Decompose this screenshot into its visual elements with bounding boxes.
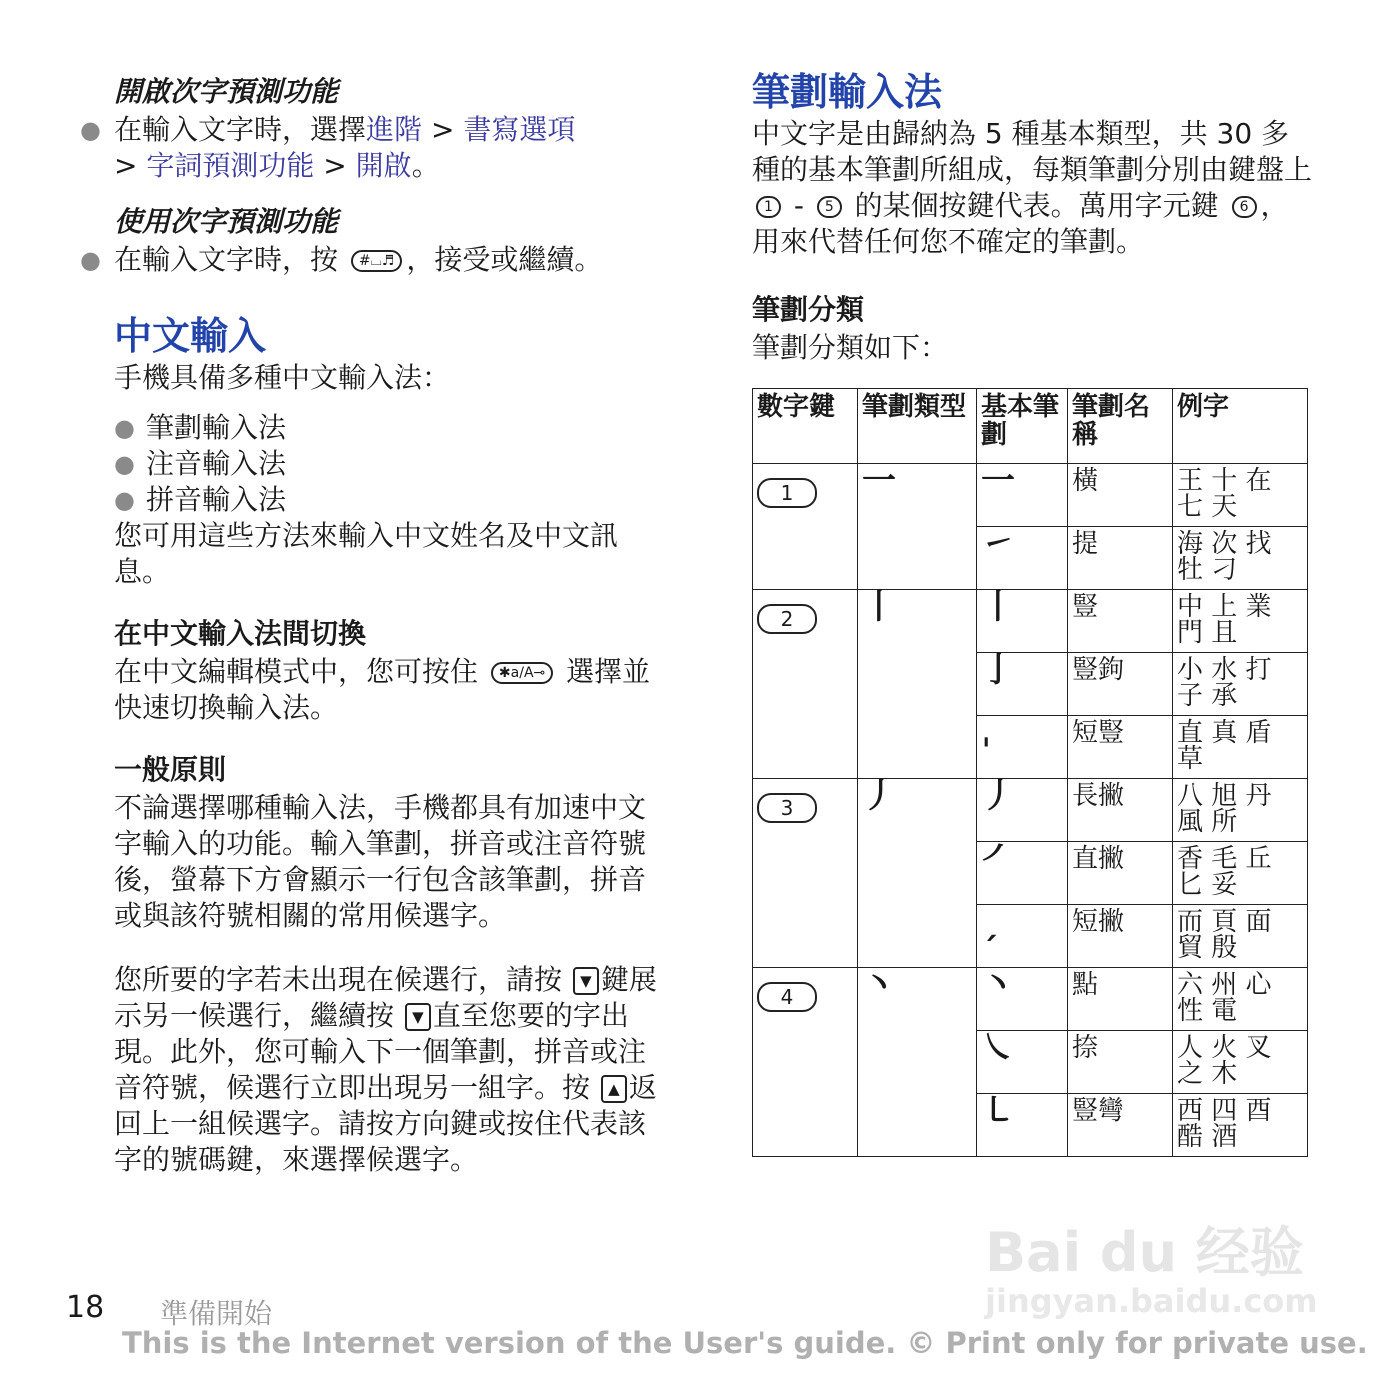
- basic-stroke-cell: ˌ: [977, 716, 1068, 779]
- section-title: 準備開始: [160, 1297, 273, 1330]
- text: 在中文編輯模式中，您可按住: [114, 655, 479, 688]
- stroke-name-cell: 捺: [1068, 1031, 1173, 1094]
- header-stroke-name: 筆劃名稱: [1068, 389, 1173, 464]
- list-item: [114, 446, 670, 482]
- enable-prediction-heading: 開啟次字預測功能: [114, 75, 339, 108]
- page-number: 18: [66, 1290, 105, 1325]
- candidates-text: [114, 962, 670, 1178]
- star-key-icon: ✱a/A⊸: [491, 662, 553, 684]
- step-text: 在輸入文字時，選擇: [114, 113, 367, 146]
- text: 您所要的字若未出現在候選行，請按: [114, 963, 563, 996]
- dash: -: [793, 189, 804, 222]
- number-key-cell: [753, 779, 858, 968]
- stroke-class-heading: 筆劃分類: [752, 293, 865, 326]
- stroke-name-cell: 點: [1068, 968, 1173, 1031]
- basic-stroke-cell: 丶: [977, 968, 1068, 1031]
- down-key-icon: ▼: [405, 1003, 431, 1031]
- basic-stroke-cell: 丿: [977, 779, 1068, 842]
- examples-cell: 海 次 找 牡 刁: [1173, 527, 1308, 590]
- examples-cell: 人 火 叉 之 木: [1173, 1031, 1308, 1094]
- stroke-type-cell: 丿: [858, 779, 977, 968]
- stroke-name-cell: 豎: [1068, 590, 1173, 653]
- watermark-logo: Bai du 经验: [985, 1221, 1304, 1284]
- examples-cell: 而 頁 面 貿 殷: [1173, 905, 1308, 968]
- method-label: 筆劃輸入法: [146, 411, 287, 444]
- general-rules-heading: 一般原則: [114, 753, 227, 786]
- examples-cell: 西 四 酉 酷 酒: [1173, 1094, 1308, 1157]
- number-key-cell: [753, 968, 858, 1157]
- key-6-icon: 6: [1232, 196, 1257, 218]
- separator: >: [430, 113, 455, 146]
- link-writing-options[interactable]: 書寫選項: [463, 113, 576, 146]
- use-prediction-step: [80, 242, 670, 278]
- number-key-cell: [753, 464, 858, 590]
- basic-stroke-cell: ㇏: [977, 1031, 1068, 1094]
- stroke-name-cell: 短豎: [1068, 716, 1173, 779]
- header-examples: 例字: [1173, 389, 1308, 464]
- stroke-name-cell: 豎鉤: [1068, 653, 1173, 716]
- table-row: [753, 590, 1308, 653]
- stroke-input-title: 筆劃輸入法: [752, 70, 943, 114]
- link-enable[interactable]: 開啟: [355, 149, 412, 182]
- stroke-table: [752, 388, 1308, 1157]
- text: 返回上一組候選字。請按方向鍵或按住代表該字的號碼鍵，來選擇候選字。: [114, 1071, 657, 1176]
- method-label: 拼音輸入法: [146, 483, 287, 516]
- right-column: [752, 68, 1312, 1157]
- switch-method-text: [114, 654, 670, 726]
- list-item: [114, 482, 670, 518]
- number-key-icon: 3: [757, 793, 817, 823]
- stroke-name-cell: 直撇: [1068, 842, 1173, 905]
- table-row: [753, 968, 1308, 1031]
- separator: >: [114, 149, 138, 182]
- bullet-icon: ●: [80, 116, 101, 144]
- stroke-name-cell: 短撇: [1068, 905, 1173, 968]
- left-column: [80, 68, 670, 1178]
- stroke-type-cell: 一: [858, 464, 977, 590]
- basic-stroke-cell: ㇄: [977, 1094, 1068, 1157]
- separator: >: [323, 149, 347, 182]
- watermark-url: jingyan.baidu.com: [985, 1282, 1318, 1320]
- basic-stroke-cell: ㇒: [977, 842, 1068, 905]
- examples-cell: 六 州 心 性 電: [1173, 968, 1308, 1031]
- period: 。: [411, 149, 440, 182]
- examples-cell: 香 毛 丘 匕 妥: [1173, 842, 1308, 905]
- stroke-type-cell: 丶: [858, 968, 977, 1157]
- method-list: [114, 410, 670, 518]
- stroke-type-cell: 丨: [858, 590, 977, 779]
- key-1-icon: 1: [756, 196, 781, 218]
- bullet-icon: ●: [80, 246, 101, 274]
- text: 鍵展示另一候選行，繼續按: [114, 963, 657, 1032]
- number-key-icon: 2: [757, 604, 817, 634]
- step-text: 在輸入文字時，按: [114, 243, 339, 276]
- hash-key-icon: #⌴♬: [351, 250, 402, 272]
- stroke-name-cell: 豎彎: [1068, 1094, 1173, 1157]
- number-key-cell: [753, 590, 858, 779]
- number-key-icon: 1: [757, 478, 817, 508]
- number-key-icon: 4: [757, 982, 817, 1012]
- bullet-icon: ●: [114, 486, 135, 514]
- bullet-icon: ●: [114, 414, 135, 442]
- table-row: [753, 779, 1308, 842]
- header-basic-stroke: 基本筆劃: [977, 389, 1068, 464]
- bullet-icon: ●: [114, 450, 135, 478]
- examples-cell: 王 十 在 七 天: [1173, 464, 1308, 527]
- key-5-icon: 5: [817, 196, 842, 218]
- general-rules-text: 不論選擇哪種輸入法，手機都具有加速中文字輸入的功能。輸入筆劃，拼音或注音符號後，螢幕下方會顯示一行包含該筆劃，拼音或與該符號相關的常用候選字。: [114, 791, 647, 932]
- basic-stroke-cell: ㇀: [977, 527, 1068, 590]
- text: 直至您要的字出現。此外，您可輸入下一個筆劃，拼音或注音符號，候選行立即出現另一組字。按: [114, 999, 647, 1104]
- up-key-icon: ▲: [601, 1075, 627, 1103]
- basic-stroke-cell: 一: [977, 464, 1068, 527]
- examples-cell: 八 旭 丹 風 所: [1173, 779, 1308, 842]
- stroke-name-cell: 橫: [1068, 464, 1173, 527]
- text: 選擇並快速切換輸入法。: [114, 655, 651, 724]
- stroke-name-cell: 長撇: [1068, 779, 1173, 842]
- link-word-prediction[interactable]: 字詞預測功能: [146, 149, 315, 182]
- chinese-input-title: 中文輸入: [114, 314, 267, 358]
- chinese-names-text: 您可用這些方法來輸入中文姓名及中文訊息。: [114, 519, 619, 588]
- basic-stroke-cell: ˏ: [977, 905, 1068, 968]
- link-advanced[interactable]: 進階: [366, 113, 423, 146]
- header-stroke-type: 筆劃類型: [858, 389, 977, 464]
- stroke-name-cell: 提: [1068, 527, 1173, 590]
- examples-cell: 小 水 打 子 承: [1173, 653, 1308, 716]
- text: 中文字是由歸納為 5 種基本類型，共 30 多種的基本筆劃所組成，每類筆劃分別由鍵盤上: [752, 117, 1313, 186]
- basic-stroke-cell: 亅: [977, 653, 1068, 716]
- step-text: ，接受或繼續。: [406, 243, 603, 276]
- internet-version-note: This is the Internet version of the User's guide. © Print only for private use.: [122, 1326, 1368, 1360]
- enable-prediction-step: [80, 112, 670, 184]
- header-number-key: 數字鍵: [753, 389, 858, 464]
- use-prediction-heading: 使用次字預測功能: [114, 205, 339, 238]
- text: 的某個按鍵代表。萬用字元鍵: [854, 189, 1219, 222]
- text: ，用來代替任何您不確定的筆劃。: [752, 189, 1289, 258]
- method-label: 注音輸入法: [146, 447, 287, 480]
- examples-cell: 中 上 業 門 且: [1173, 590, 1308, 653]
- stroke-table-body: [753, 461, 1308, 1157]
- table-row: [753, 464, 1308, 527]
- basic-stroke-cell: 丨: [977, 590, 1068, 653]
- list-item: [114, 410, 670, 446]
- chinese-input-intro: 手機具備多種中文輸入法：: [114, 361, 451, 394]
- stroke-input-text: [752, 116, 1312, 260]
- examples-cell: 直 真 盾 草: [1173, 716, 1308, 779]
- table-header-row: [753, 389, 1308, 464]
- baidu-watermark: [985, 1170, 1318, 1330]
- down-key-icon: ▼: [573, 967, 599, 995]
- switch-method-heading: 在中文輸入法間切換: [114, 617, 367, 650]
- stroke-class-intro: 筆劃分類如下：: [752, 331, 949, 364]
